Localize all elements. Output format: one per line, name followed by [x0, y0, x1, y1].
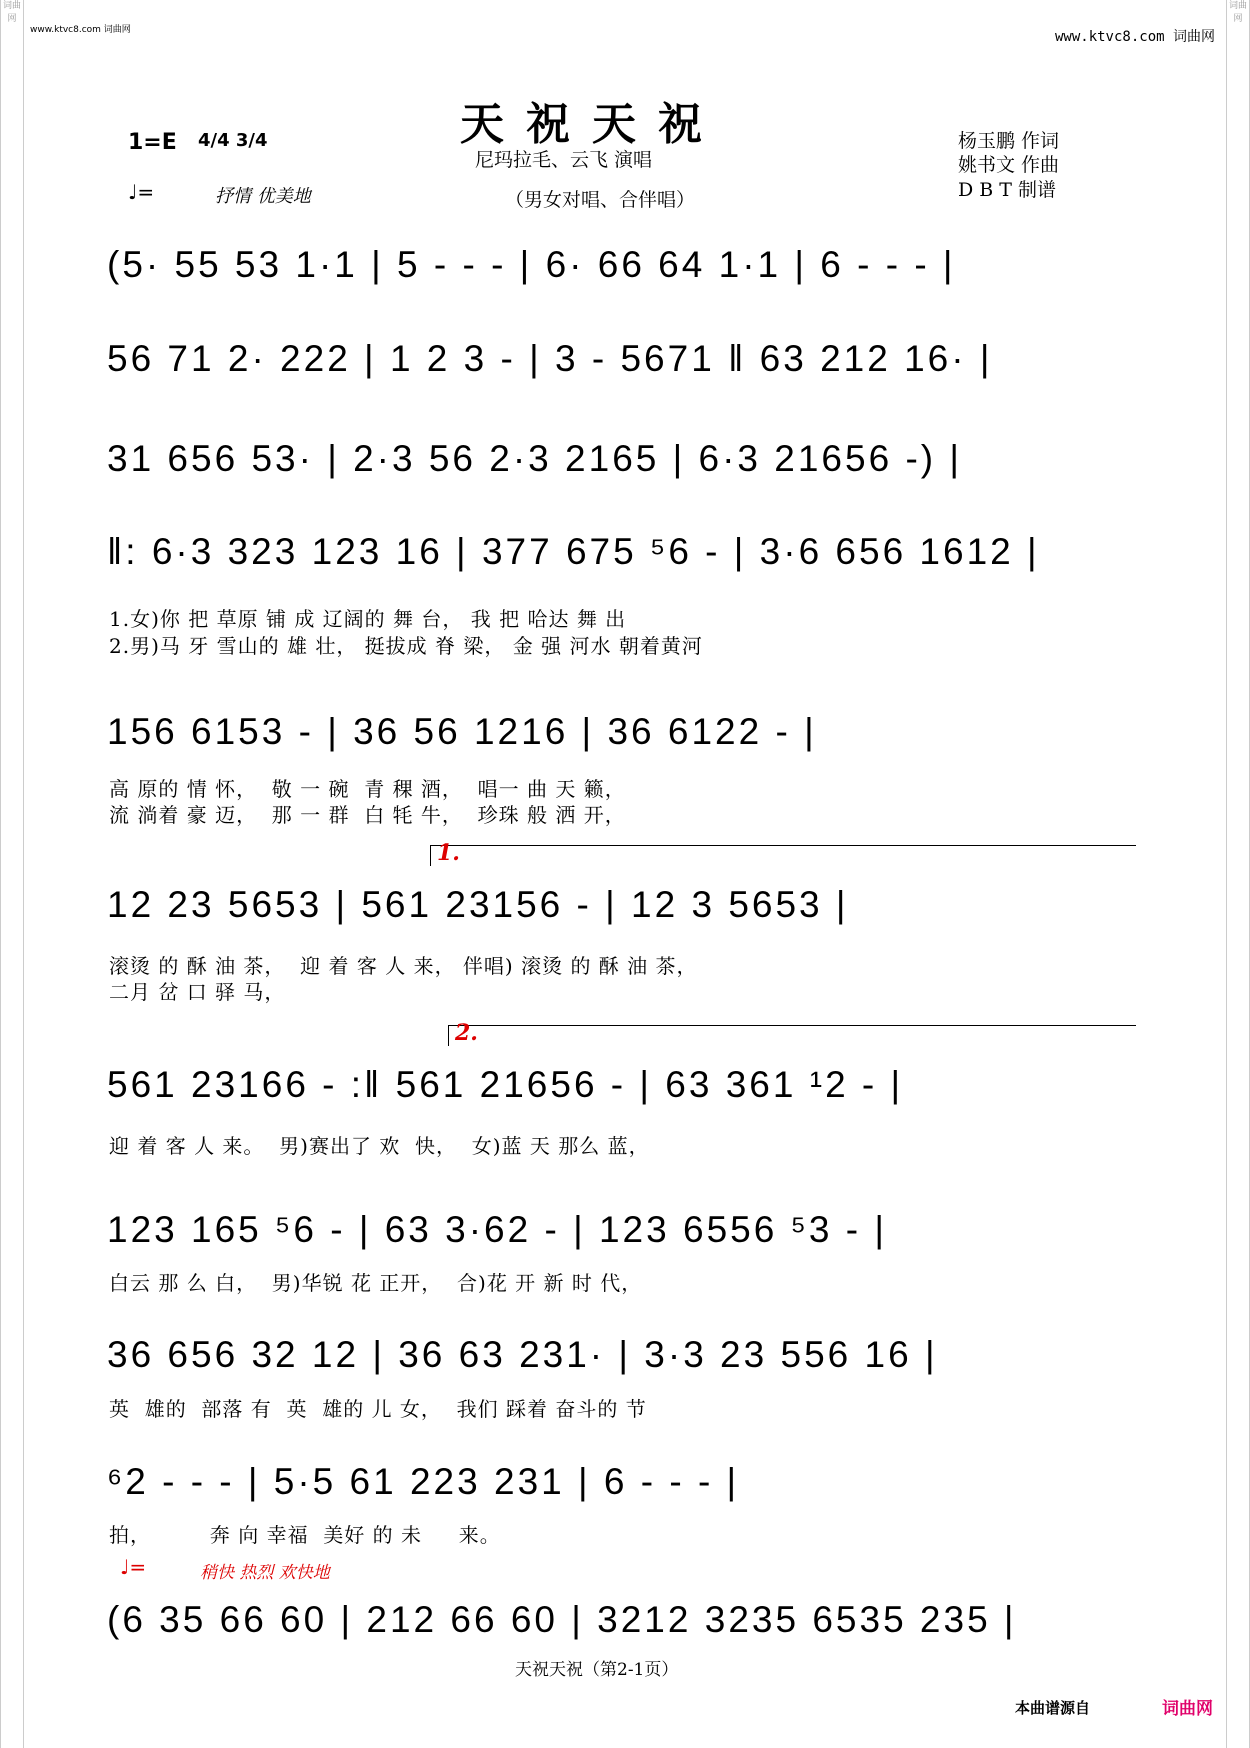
score-line-10 [95, 1435, 1135, 1555]
notation: ‖: 6·3 323 123 16 | 377 675 ⁵6 - | 3·6 656 1612 | [107, 531, 1040, 572]
tempo-description-2: 稍快 热烈 欢快地 [200, 1563, 330, 1583]
song-title: 天祝天祝 [460, 99, 724, 150]
score-line-4 [95, 505, 1135, 658]
source-label: 本曲谱源自 [1015, 1699, 1091, 1717]
key-signature: 1=E [128, 130, 177, 155]
notation: ⁶2 - - - | 5·5 61 223 231 | 6 - - - | [107, 1461, 740, 1502]
lyrics: 拍， 奔 向 幸福 美好 的 未 来。 [109, 1523, 501, 1547]
arranger: D B T 制谱 [958, 179, 1056, 201]
tempo-description: 抒情 优美地 [215, 186, 311, 207]
top-left-watermark: www.ktvc8.com 词曲网 [30, 25, 131, 35]
notation: 156 6153 - | 36 56 1216 | 36 6122 - | [107, 711, 817, 752]
notation: (5· 55 53 1·1 | 5 - - - | 6· 66 64 1·1 | 6 - - - | [107, 244, 956, 285]
lyrics-verse-2: 二月 岔 口 驿 马， [109, 980, 286, 1004]
right-margin-strip: 词曲网 [1226, 0, 1250, 1748]
score-line-5 [95, 685, 1135, 827]
performance-style: （男女对唱、合伴唱） [505, 189, 696, 211]
notation: 561 23166 - :‖ 561 21656 - | 63 361 ¹2 - | [107, 1064, 904, 1105]
lyricist: 杨玉鹏 作词 [958, 130, 1060, 152]
notation: 36 656 32 12 | 36 63 231· | 3·3 23 556 16 | [107, 1334, 938, 1375]
notation: 123 165 ⁵6 - | 63 3·62 - | 123 6556 ⁵3 - | [107, 1209, 887, 1250]
score-line-7 [95, 1038, 1135, 1158]
score-line-6 [95, 858, 1135, 1004]
lyrics-verse-1: 高 原的 情 怀， 敬 一 碗 青 稞 酒， 唱一 曲 天 籁， [109, 777, 626, 801]
lyrics: 英 雄的 部落 有 英 雄的 儿 女， 我们 踩着 奋斗的 节 [109, 1397, 647, 1421]
top-right-watermark: www.ktvc8.com 词曲网 [1054, 29, 1215, 45]
tempo-mark: ♩= [128, 180, 155, 204]
lyrics-verse-1: 滚烫 的 酥 油 茶， 迎 着 客 人 来， 伴唱) 滚烫 的 酥 油 茶， [109, 954, 698, 978]
tempo-mark-2: ♩= [120, 1555, 147, 1579]
score-line-9 [95, 1308, 1135, 1428]
notation: 31 656 53· | 2·3 56 2·3 2165 | 6·3 21656 -) | [107, 438, 962, 479]
volta-1-label: 1. [437, 840, 460, 866]
score-line-8 [95, 1183, 1135, 1303]
lyrics-verse-2: 2.男)马 牙 雪山的 雄 壮， 挺拔成 脊 梁， 金 强 河水 朝着黄河 [109, 634, 703, 658]
notation: 56 71 2· 222 | 1 2 3 - | 3 - 5671 ‖ 63 212 16· | [107, 338, 993, 379]
lyrics: 白云 那 么 白， 男)华锐 花 正开， 合)花 开 新 时 代， [109, 1271, 643, 1295]
lyrics: 迎 着 客 人 来。 男)赛出了 欢 快， 女)蓝 天 那么 蓝， [109, 1134, 650, 1158]
notation: (6 35 66 60 | 212 66 60 | 3212 3235 6535 235 | [107, 1599, 1017, 1640]
volta-2-label: 2. [455, 1020, 478, 1046]
composer: 姚书文 作曲 [958, 154, 1060, 176]
time-signature: 4/4 3/4 [198, 130, 268, 151]
singers: 尼玛拉毛、云飞 演唱 [475, 149, 653, 171]
page-number: 天祝天祝（第2-1页） [515, 1660, 679, 1680]
source-site-link[interactable]: 词曲网 [1162, 1699, 1213, 1719]
left-margin-strip: 词曲网 [0, 0, 24, 1748]
lyrics-verse-1: 1.女)你 把 草原 铺 成 辽阔的 舞 台， 我 把 哈达 舞 出 [109, 607, 627, 631]
lyrics-verse-2: 流 淌着 豪 迈， 那 一 群 白 牦 牛， 珍珠 般 洒 开， [109, 803, 626, 827]
notation: 12 23 5653 | 561 23156 - | 12 3 5653 | [107, 884, 849, 925]
